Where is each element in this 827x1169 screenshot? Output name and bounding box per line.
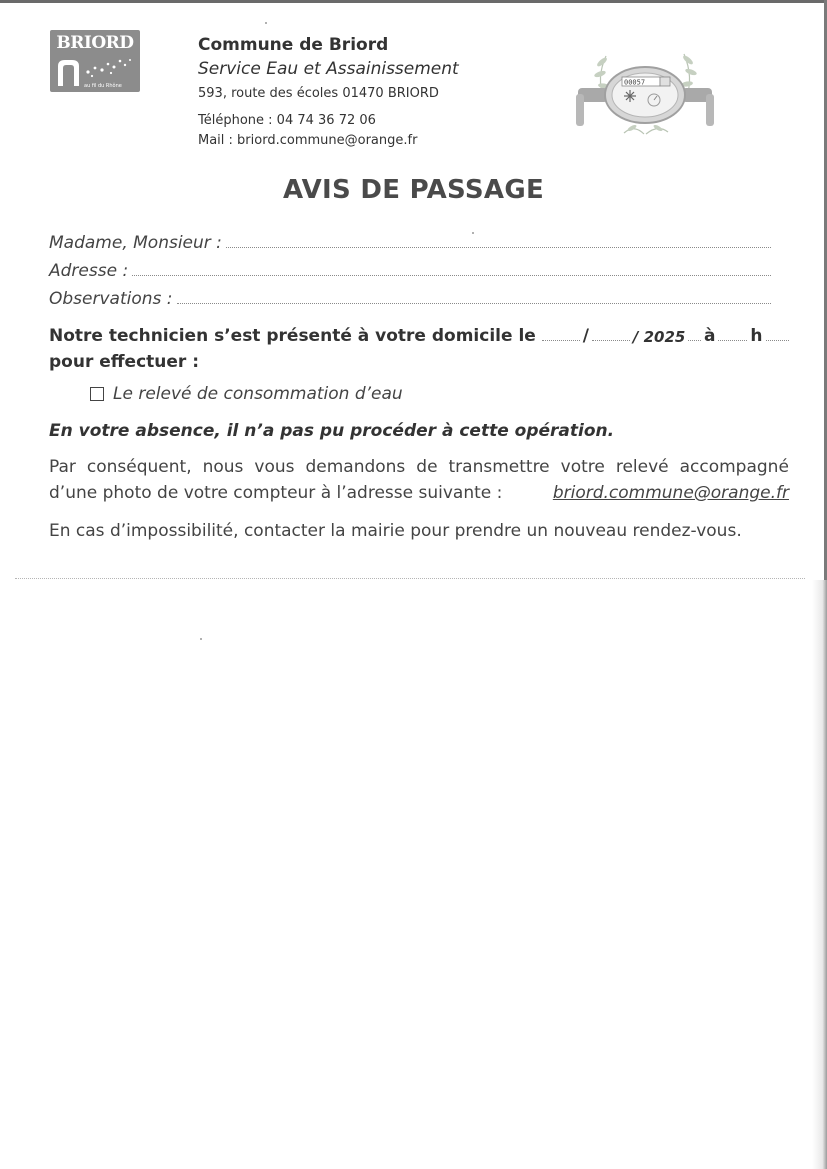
hour-label: h bbox=[750, 326, 763, 346]
field-label: Adresse : bbox=[49, 261, 129, 281]
water-meter-icon bbox=[574, 38, 716, 142]
org-name: Commune de Briord bbox=[198, 35, 389, 55]
email-link[interactable]: briord.commune@orange.fr bbox=[552, 483, 789, 503]
org-phone: Téléphone : 04 74 36 72 06 bbox=[198, 113, 376, 128]
scan-speck bbox=[200, 638, 202, 640]
date-separator: / bbox=[582, 326, 589, 346]
contact-note: En cas d’impossibilité, contacter la mairie pour prendre un nouveau rendez-vous. bbox=[49, 521, 742, 541]
org-service: Service Eau et Assainissement bbox=[198, 59, 459, 79]
month-blank[interactable] bbox=[592, 340, 630, 341]
dotted-line bbox=[177, 303, 771, 304]
word: vous bbox=[254, 457, 295, 477]
logo-tagline: au fil du Rhône bbox=[84, 83, 122, 89]
visit-text: Notre technicien s’est présenté à votre domicile le bbox=[49, 326, 536, 346]
meter-reading: 00057 bbox=[624, 78, 646, 87]
dotted-line bbox=[132, 275, 771, 276]
instructions-paragraph bbox=[49, 454, 789, 506]
visit-purpose: pour effectuer : bbox=[49, 352, 200, 372]
word: Par bbox=[49, 457, 76, 477]
field-recipient[interactable] bbox=[49, 229, 771, 253]
page-title: AVIS DE PASSAGE bbox=[282, 175, 545, 205]
field-label: Madame, Monsieur : bbox=[49, 233, 222, 253]
word: de bbox=[416, 457, 438, 477]
field-label: Observations : bbox=[49, 289, 173, 309]
meter-reading-option[interactable] bbox=[90, 384, 403, 404]
day-blank[interactable] bbox=[542, 340, 580, 341]
absence-notice: En votre absence, il n’a pas pu procéder à cette opération. bbox=[49, 421, 615, 441]
year-blank[interactable] bbox=[688, 340, 701, 341]
scan-speck bbox=[472, 232, 474, 234]
word: nous bbox=[202, 457, 244, 477]
org-header bbox=[198, 34, 459, 152]
at-label: à bbox=[704, 326, 716, 346]
scan-shadow bbox=[812, 580, 827, 1169]
briord-logo bbox=[50, 30, 140, 92]
field-address[interactable] bbox=[49, 257, 771, 281]
scan-speck bbox=[265, 22, 267, 24]
instructions-line-2 bbox=[49, 480, 789, 506]
instructions-prefix: d’une photo de votre compteur à l’adresse suivante : bbox=[49, 483, 503, 503]
checkbox[interactable] bbox=[90, 387, 104, 401]
org-mail: Mail : briord.commune@orange.fr bbox=[198, 133, 418, 148]
word: conséquent, bbox=[86, 457, 192, 477]
org-address: 593, route des écoles 01470 BRIORD bbox=[198, 86, 439, 101]
word: votre bbox=[560, 457, 605, 477]
logo-word: BRIORD bbox=[56, 33, 134, 53]
visit-statement bbox=[49, 320, 789, 372]
word: demandons bbox=[305, 457, 406, 477]
date-year: / 2025 bbox=[632, 328, 686, 346]
word: transmettre bbox=[448, 457, 550, 477]
hour-blank[interactable] bbox=[718, 340, 747, 341]
cut-line bbox=[15, 578, 805, 579]
instructions-line-1 bbox=[49, 454, 789, 480]
scan-edge-top bbox=[0, 0, 827, 3]
minute-blank[interactable] bbox=[766, 340, 789, 341]
checkbox-label: Le relevé de consommation d’eau bbox=[113, 384, 403, 404]
field-observations[interactable] bbox=[49, 285, 771, 309]
word: relevé bbox=[615, 457, 669, 477]
dotted-line bbox=[226, 247, 771, 248]
word: accompagné bbox=[679, 457, 789, 477]
